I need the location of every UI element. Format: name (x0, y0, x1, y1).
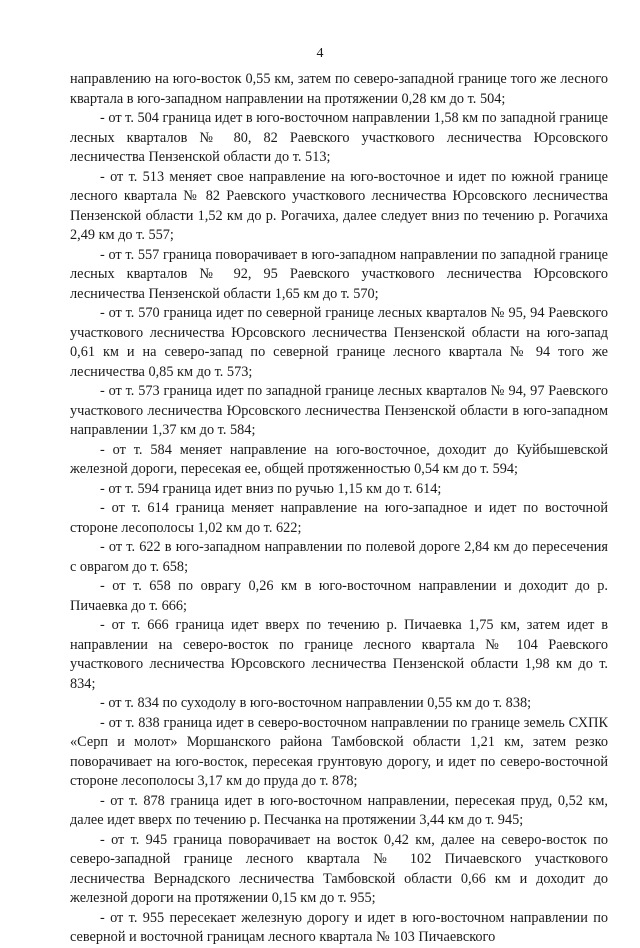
paragraph-point-594: - от т. 594 граница идет вниз по ручью 1,15 км до т. 614; (100, 480, 442, 497)
paragraph-point-573: - от т. 573 граница идет по западной границе лесных кварталов № 94, 97 Раевского участкового лесничества Юрсовского лесничества Пензенской области в юго-западном направлении 1,37 км до т. 584; (70, 383, 608, 438)
paragraph-continuation: направлению на юго-восток 0,55 км, затем по северо-западной границе того же лесного квартала в юго-западном направлении на протяжении 0,28 км до т. 504; (70, 71, 608, 107)
paragraph-point-584: - от т. 584 меняет направление на юго-восточное, доходит до Куйбышевской железной дороги, пересекая ее, общей протяженностью 0,54 км до т. 594; (70, 441, 608, 477)
paragraph-point-834: - от т. 834 по суходолу в юго-восточном направлении 0,55 км до т. 838; (100, 695, 532, 711)
paragraph-point-955: - от т. 955 пересекает железную дорогу и идет в юго-восточном направлении по северной и восточной границам лесного квартала № 103 Пичаевского (70, 909, 608, 945)
paragraph-point-557: - от т. 557 граница поворачивает в юго-западном направлении по западной границе лесных кварталов № 92, 95 Раевского участкового лесничества Юрсовского лесничества Пензенской области 1,65 км до т. 570; (70, 246, 608, 302)
document-body (70, 70, 608, 948)
paragraph-point-622: - от т. 622 в юго-западном направлении по полевой дороге 2,84 км до пересечения с оврагом до т. 658; (70, 539, 608, 575)
paragraph-point-570: - от т. 570 граница идет по северной границе лесных кварталов № 95, 94 Раевского участкового лесничества Юрсовского лесничества Пензенской области на юго-запад 0,61 км и на северо-запад по северной границе лесного квартала № 94 того же лесничества 0,85 км до т. 573; (70, 305, 608, 380)
paragraph-point-878: - от т. 878 граница идет в юго-восточном направлении, пересекая пруд, 0,52 км, далее идет вверх по течению р. Песчанка на протяжении 3,44 км до т. 945; (70, 792, 608, 828)
paragraph-point-614: - от т. 614 граница меняет направление на юго-западное и идет по восточной стороне лесополосы 1,02 км до т. 622; (70, 500, 608, 536)
paragraph-point-658: - от т. 658 по оврагу 0,26 км в юго-восточном направлении и доходит до р. Пичаевка до т. 666; (70, 578, 608, 614)
paragraph-point-513: - от т. 513 меняет свое направление на юго-восточное и идет по южной границе лесного квартала № 82 Раевского участкового лесничества Юрсовского лесничества Пензенской области 1,52 км до р. Рогачиха, далее следует вниз по течению р. Рогачиха 2,49 км до т. 557; (70, 168, 608, 243)
page-number: 4 (316, 46, 324, 61)
paragraph-point-838: - от т. 838 граница идет в северо-восточном направлении по границе земель СХПК «Серп и молот» Моршанского района Тамбовской области 1,21 км, затем резко поворачивает на юго-восток, пересекая грунтовую дорогу, и идет по северо-восточной стороне лесополосы 3,17 км до пруда до т. 878; (70, 714, 608, 789)
paragraph-point-666: - от т. 666 граница идет вверх по течению р. Пичаевка 1,75 км, затем идет в направлении на северо-восток по границе лесного квартала № 104 Раевского участкового лесничества Юрсовского лесничества Пензенской области 1,98 км до т. 834; (70, 617, 608, 692)
paragraph-point-945: - от т. 945 граница поворачивает на восток 0,42 км, далее на северо-восток по северо-западной границе лесного квартала № 102 Пичаевского участкового лесничества Вернадского лесничества Тамбовской области 0,66 км и доходит до железной дороги на протяжении 0,15 км до т. 955; (70, 831, 608, 906)
paragraph-point-504: - от т. 504 граница идет в юго-восточном направлении 1,58 км по западной границе лесных кварталов № 80, 82 Раевского участкового лесничества Юрсовского лесничества Пензенской области до т. 513; (70, 110, 608, 165)
